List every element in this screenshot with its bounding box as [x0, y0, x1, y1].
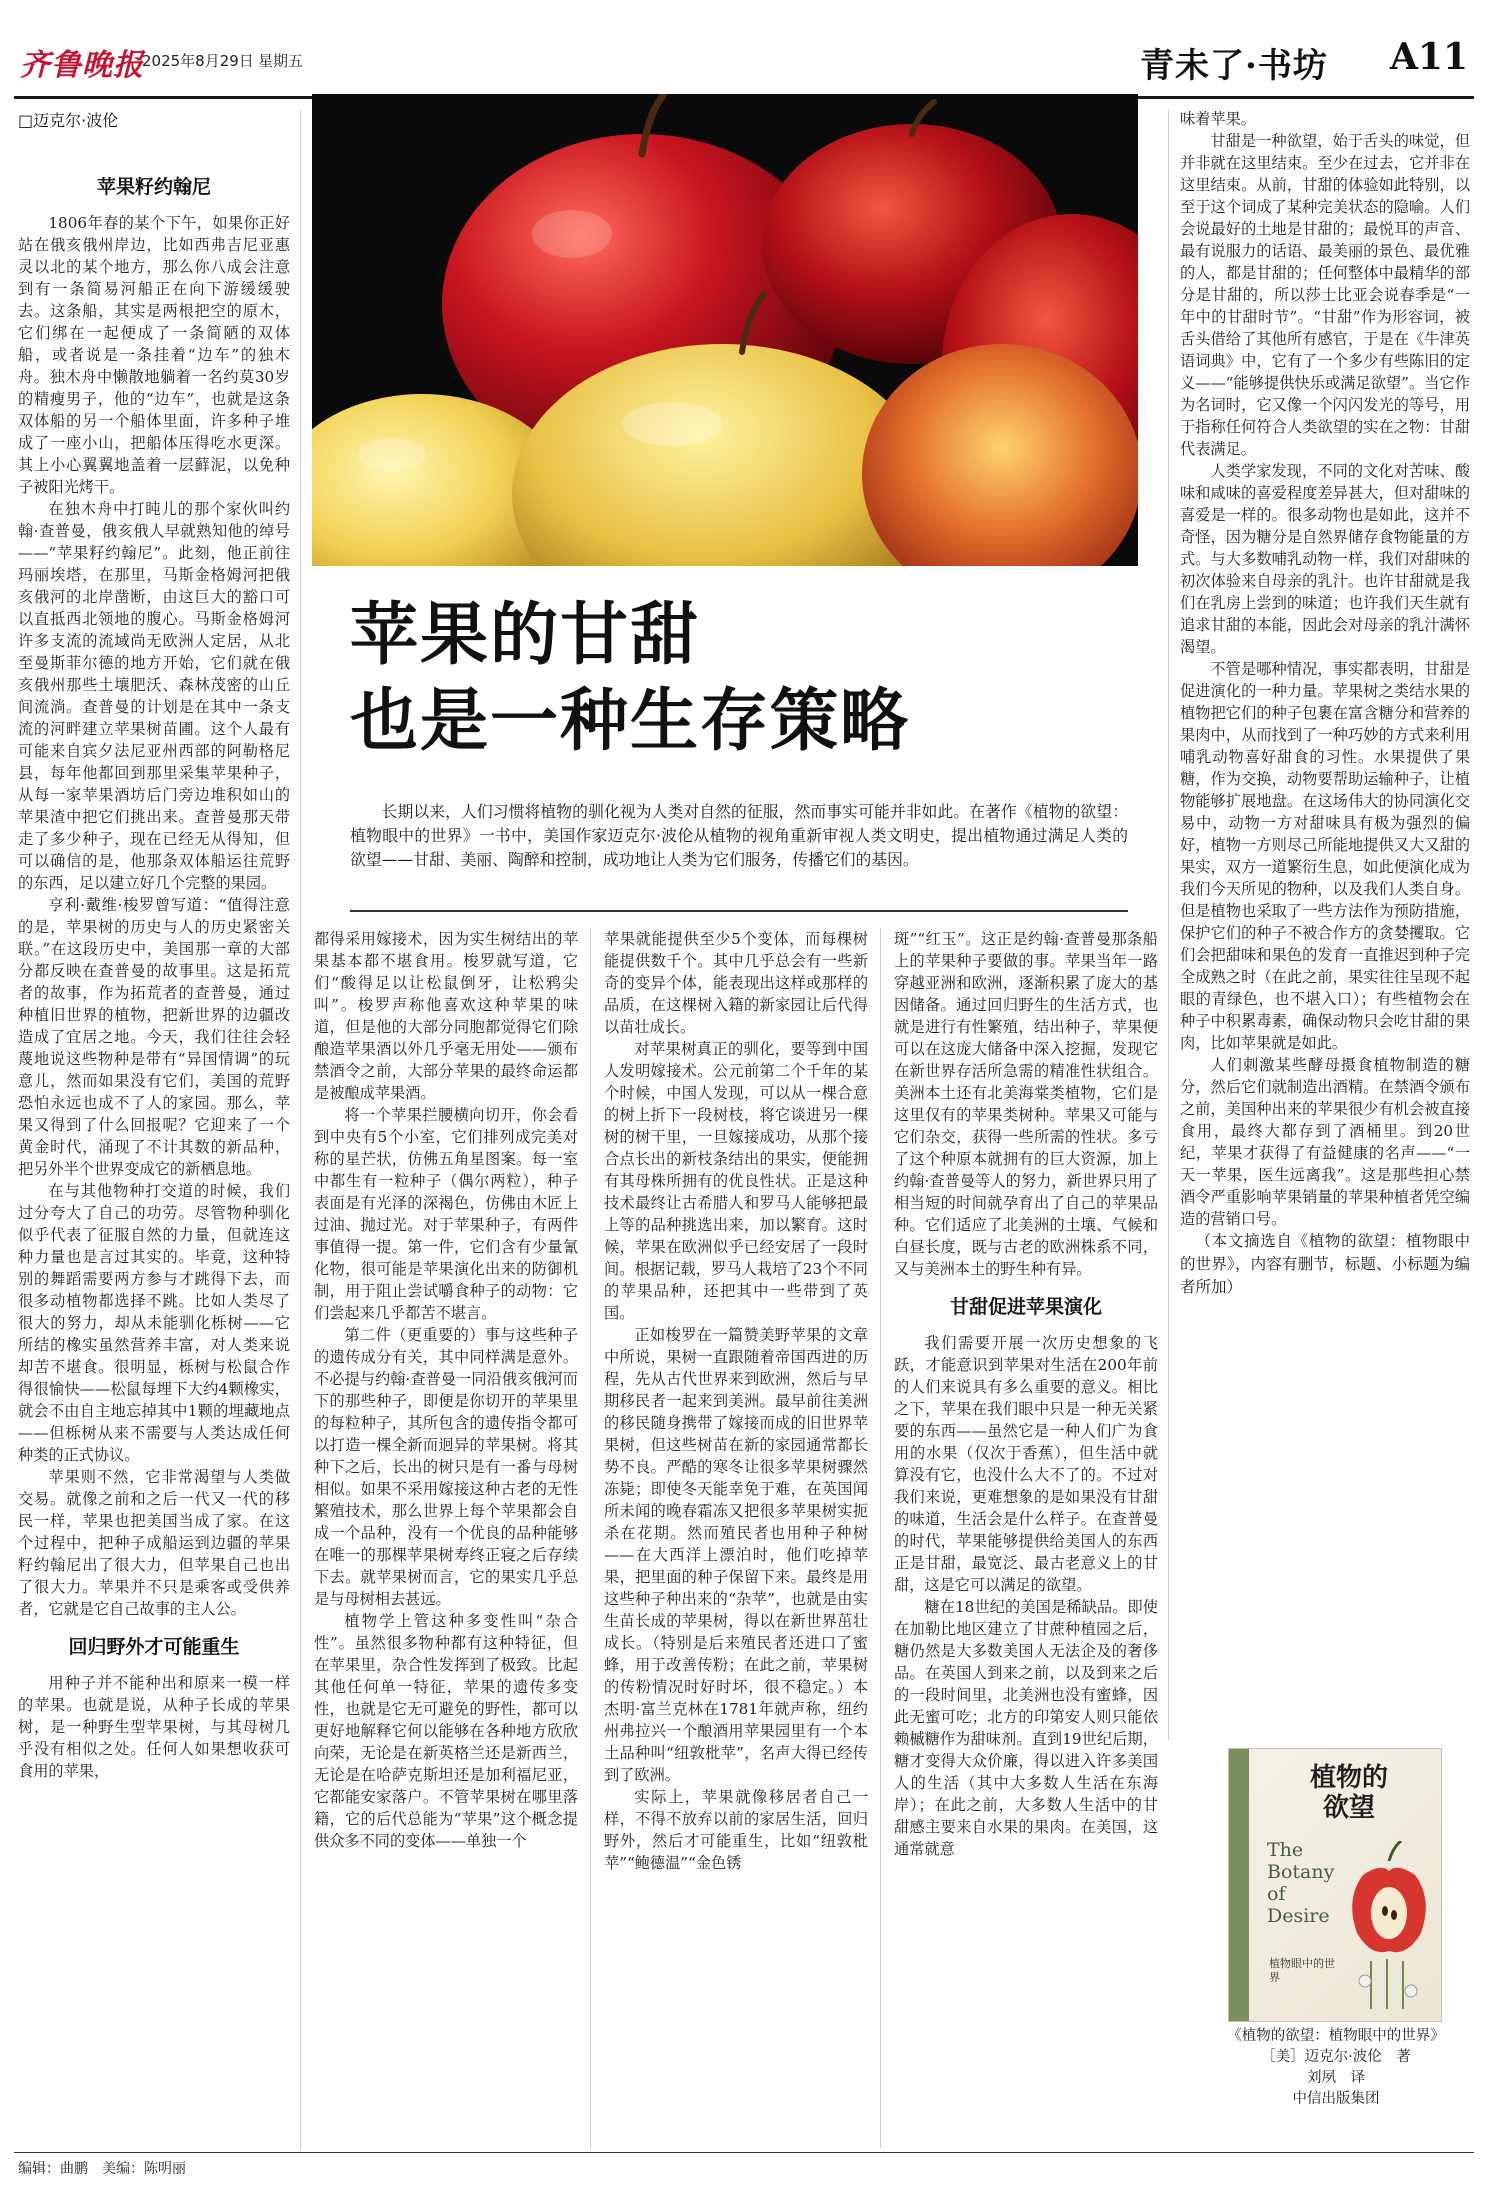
paragraph: 将一个苹果拦腰横向切开，你会看到中央有5个小室，它们排列成完美对称的星芒状，仿佛五角星图案。每一室中都生有一粒种子（偶尔两粒），种子表面是有光泽的深褐色，仿佛由木匠上过油、抛过光。对于苹果种子，有两件事值得一提。第一件，它们含有少量氰化物，很可能是苹果演化出来的防御机制，用于阻止尝试嚼食种子的动物：它们尝起来几乎都苦不堪言。: [314, 1106, 578, 1322]
paragraph: 我们需要开展一次历史想象的飞跃，才能意识到苹果对生活在200年前的人们来说具有多么重要的意义。相比之下，苹果在我们眼中只是一种无关紧要的东西——虽然它是一种人们广为食用的水果（仅次于香蕉），但生活中就算没有它，也没什么大不了的。不过对我们来说，更难想象的是如果没有甘甜的味道，生活会是什么样子。在查普曼的时代，苹果能够提供给美国人的东西正是甘甜，最宽泛、最古老意义上的甘甜，这是它可以满足的欲望。: [894, 1334, 1158, 1594]
footer-editor-credits: 编辑：曲鹏 美编：陈明丽: [18, 2161, 186, 2177]
book-cover-title-line-1: 植物的: [1309, 1763, 1388, 1793]
paragraph: 人们刺激某些酵母摄食植物制造的糖分，然后它们就制造出酒精。在禁酒令颁布之前，美国种出来的苹果很少有机会被直接食用，最终大都存到了酒桶里。到20世纪，苹果才获得了有益健康的名声——“一天一苹果，医生远离我”。这是那些担心禁酒令严重影响苹果销量的苹果种植者凭空编造的营销口号。: [1180, 1056, 1470, 1228]
paragraph: 对苹果树真正的驯化，要等到中国人发明嫁接术。公元前第二个千年的某个时候，中国人发现，可以从一棵合意的树上折下一段树枝，将它谈进另一棵树的树干里，一旦嫁接成功，从那个接合点长出的新枝条结出的果实，便能拥有其母株所拥有的优良性状。正是这种技术最终让古希腊人和罗马人能够把最上等的品种挑选出来，加以繁育。这时候，苹果在欧洲似乎已经安居了一段时间。根据记载，罗马人栽培了23个不同的苹果品种，还把其中一些带到了英国。: [604, 1040, 868, 1322]
book-cover-subtitle: 植物眼中的世界: [1269, 1957, 1335, 1984]
paragraph: 味着苹果。: [1180, 110, 1256, 128]
book-cover-english-title: The Botany of Desire: [1267, 1839, 1335, 1927]
apples-photo: [312, 94, 1138, 566]
book-cover-image: [1228, 1748, 1442, 2022]
article-column-5: [1180, 108, 1470, 1740]
paragraph: 甘甜是一种欲望，始于舌头的味觉，但并非就在这里结束。至少在过去，它并非在这里结束。从前，甘甜的体验如此特别，以至于这个词成了某种完美状态的隐喻。人们会说最好的土地是甘甜的；最悦耳的声音、最有说服力的话语、最美丽的景色、最优雅的人，都是甘甜的；任何整体中最精华的部分是甘甜的，所以莎士比亚会说春季是“一年中的甘甜时节”。“甘甜”作为形容词，被舌头借给了其他所有感官，于是在《牛津英语词典》中，它有了一个多少有些陈旧的定义——“能够提供快乐或满足欲望”。当它作为名词时，它又像一个闪闪发光的等号，用于指称任何符合人类欲望的实在之物：甘甜代表满足。: [1180, 132, 1470, 458]
issue-date: 2025年8月29日: [142, 52, 254, 70]
column-divider: [300, 110, 301, 2150]
book-cover-apple-icon: [1341, 1841, 1437, 2011]
article-column-3: [604, 928, 868, 2148]
issue-weekday: 星期五: [258, 52, 304, 70]
dek-divider: [350, 910, 1128, 912]
book-caption-publisher: 中信出版集团: [1292, 2091, 1380, 2107]
apples-illustration: [312, 94, 1138, 566]
page-number: A11: [1390, 36, 1469, 78]
book-cover-title-line-2: 欲望: [1322, 1793, 1375, 1823]
book-caption: [1188, 2026, 1484, 2110]
paragraph: 正如梭罗在一篇赞美野苹果的文章中所说，果树一直跟随着帝国西进的历程，先从古代世界来到欧洲，然后与早期移民者一起来到美洲。最早前往美洲的移民随身携带了嫁接而成的旧世界苹果树，但这些树苗在新的家园通常都长势不良。严酷的寒冬让很多苹果树骤然冻毙；即使冬天能幸免于难，在英国闻所未闻的晚春霜冻又把很多苹果树实扼杀在花期。然而殖民者也用种子种树——在大西洋上漂泊时，他们吃掉苹果，把里面的种子保留下来。最终是用这些种子种出来的“杂苹”，也就是由实生苗长成的苹果树，得以在新世界茁壮成长。（特别是后来殖民者还进口了蜜蜂，用于改善传粉；在此之前，苹果树的传粉情况时好时坏，很不稳定。）本杰明·富兰克林在1781年就声称，纽约州弗拉兴一个酿酒用苹果园里有一个本土品种叫“纽敦枇苹”，名声大得已经传到了欧洲。: [604, 1326, 868, 1784]
book-caption-translator: 刘夙 译: [1307, 2070, 1365, 2086]
paragraph: 苹果则不然，它非常渴望与人类做交易。就像之前和之后一代又一代的移民一样，苹果也把美国当成了家。在这个过程中，把种子成船运到边疆的苹果籽约翰尼出了很大力，但苹果自己也出了很大力。苹果并不只是乘客或受供养者，它就是它自己故事的主人公。: [18, 1468, 290, 1618]
section-name: 青未了·书坊: [1140, 46, 1328, 86]
book-caption-title: 《植物的欲望：植物眼中的世界》: [1227, 2028, 1445, 2044]
column-divider: [1168, 110, 1169, 1740]
paragraph: 在与其他物种打交道的时候，我们过分夸大了自己的功劳。尽管物种驯化似乎代表了征服自然的力量，但就连这种力量也是言过其实的。毕竟，这种特别的舞蹈需要两方参与才跳得下去，而很多动植物都选择不跳。比如人类尽了很大的努力，却从未能驯化栎树——它所结的橡实虽然营养丰富，对人类来说却苦不堪食。很明显，栎树与松鼠合作得很愉快——松鼠每埋下大约4颗橡实，就会不由自主地忘掉其中1颗的埋藏地点——但栎树从来不需要与人类达成任何种类的正式协议。: [18, 1182, 290, 1464]
paragraph: 亨利·戴维·梭罗曾写道：“值得注意的是，苹果树的历史与人的历史紧密关联。”在这段历史中，美国那一章的大部分都反映在查普曼的故事里。这是拓荒者的故事，作为拓荒者的查普曼，通过种植旧世界的植物，把新世界的边疆改造成了宜居之地。今天，我们往往会轻蔑地说这些物种是带有“异国情调”的玩意儿，然而如果没有它们，美国的荒野恐怕永远也成不了人的家园。那么，苹果又得到了什么回报呢？它迎来了一个黄金时代，涌现了不计其数的新品种，把另外半个世界变成它的新栖息地。: [18, 896, 290, 1178]
article-column-1: [18, 160, 290, 2150]
paragraph: 都得采用嫁接术，因为实生树结出的苹果基本都不堪食用。梭罗就写道，它们“酸得足以让松鼠倒牙，让松鸦尖叫”。梭罗声称他喜欢这种苹果的味道，但是他的大部分同胞都觉得它们除酿造苹果酒以外几乎毫无用处——颁布禁酒令之前，大部分苹果的最终命运都是被酿成苹果酒。: [314, 930, 578, 1102]
headline-line-1: 苹果的甘甜: [350, 595, 701, 675]
paragraph: 苹果就能提供至少5个变体，而每棵树能提供数千个。其中几乎总会有一些新奇的变异个体，能表现出这样或那样的品质，在这棵树入籍的新家园让后代得以苗壮成长。: [604, 930, 868, 1036]
excerpt-note: （本文摘选自《植物的欲望：植物眼中的世界》，内容有删节，标题、小标题为编者所加）: [1180, 1232, 1470, 1296]
author-byline: □迈克尔·波伦: [18, 111, 119, 130]
paragraph: 1806年春的某个下午，如果你正好站在俄亥俄州岸边，比如西弗吉尼亚惠灵以北的某个地方，那么你八成会注意到有一条简易河船正在向下游缓缓驶去。这条船，其实是两根把空的原木，它们绑在一起便成了一条简陋的双体船，或者说是一条挂着“边车”的独木舟。独木舟中懒散地躺着一名约莫30岁的精瘦男子，他的“边车”，也就是这条双体船的另一个船体里面，许多种子堆成了一座小山，把船体压得吃水更深。其上小心翼翼地盖着一层藓泥，以免种子被阳光烤干。: [18, 214, 290, 496]
book-cover-title: [1259, 1763, 1439, 1823]
paragraph: 第二件（更重要的）事与这些种子的遗传成分有关，其中同样满是意外。不必提与约翰·查普曼一同沿俄亥俄河而下的那些种子，即便是你切开的苹果里的每粒种子，其所包含的遗传指令都可以打造一棵全新而迥异的苹果树。将其种下之后，长出的树只是有一番与母树相似。如果不采用嫁接这种古老的无性繁殖技术，那么世界上每个苹果都会自成一个品种，没有一个优良的品种能够在唯一的那棵苹果树寿终正寝之后存续下去。就苹果树而言，它的果实几乎总是与母树相去甚远。: [314, 1326, 578, 1608]
paragraph: 在独木舟中打盹儿的那个家伙叫约翰·查普曼，俄亥俄人早就熟知他的绰号——“苹果籽约翰尼”。此刻，他正前往玛丽埃塔，在那里，马斯金格姆河把俄亥俄河的北岸凿断，由这巨大的豁口可以直抵西北领地的腹心。马斯金格姆河许多支流的流域尚无欧洲人定居，从北至曼斯菲尔德的地方开始，它们就在俄亥俄州那些土壤肥沃、森林茂密的山丘间流淌。查普曼的计划是在其中一条支流的河畔建立苹果树苗圃。这个人最有可能来自宾夕法尼亚州西部的阿勒格尼县，每年他都回到那里采集苹果种子，从每一家苹果酒坊后门旁边堆积如山的苹果渣中把它们挑出来。查普曼那天带走了多少种子，现在已经无从得知，但可以确信的是，他那条双体船运往荒野的东西，足以建立好几个完整的果园。: [18, 500, 290, 892]
headline-line-2: 也是一种生存策略: [350, 681, 911, 761]
paragraph: 糖在18世纪的美国是稀缺品。即使在加勒比地区建立了甘蔗种植园之后，糖仍然是大多数美国人无法企及的奢侈品。在英国人到来之前，以及到来之后的一段时间里，北美洲也没有蜜蜂，因此无蜜可吃；北方的印第安人则只能依赖槭糖作为甜味剂。直到19世纪后期，糖才变得大众价廉，得以进入许多美国人的生活（其中大多数人生活在东海岸）；在此之前，大多数人生活中的甘甜感主要来自水果的果肉。在美国，这通常就意: [894, 1598, 1158, 1858]
column-divider: [590, 928, 591, 2148]
book-spine: [1229, 1749, 1249, 2022]
column-divider: [880, 928, 881, 2148]
subheading-johnny-appleseed: 苹果籽约翰尼: [96, 176, 211, 198]
paragraph: 植物学上管这种多变性叫“杂合性”。虽然很多物种都有这种特征，但在苹果里，杂合性发挥到了极致。比起其他任何单一特征，苹果的遗传多变性，也就是它无可避免的野性，都可以更好地解释它何以能够在各种地方欣欣向荣，无论是在新英格兰还是新西兰，无论是在哈萨克斯坦还是加利福尼亚，它都能安家落户。不管苹果树在哪里落籍，它的后代总能为“苹果”这个概念提供众多不同的变体——单独一个: [314, 1612, 578, 1850]
footer-divider: [14, 2152, 1474, 2153]
article-headline: [350, 592, 1130, 764]
article-column-4: [894, 928, 1158, 2148]
article-dek: 长期以来，人们习惯将植物的驯化视为人类对自然的征服，然而事实可能并非如此。在著作《植物的欲望：植物眼中的世界》一书中，美国作家迈克尔·波伦从植物的视角重新审视人类文明史，提出植物通过满足人类的欲望——甘甜、美丽、陶醉和控制，成功地让人类为它们服务，传播它们的基因。: [350, 802, 1128, 869]
subheading-return-to-wild: 回归野外才可能重生: [68, 1636, 240, 1658]
masthead-logo: 齐鲁晚报: [20, 48, 144, 83]
article-column-2: [314, 928, 578, 2148]
page-header: [0, 0, 1488, 96]
paragraph: 用种子并不能种出和原来一模一样的苹果。也就是说，从种子长成的苹果树，是一种野生型苹果树，与其母树几乎没有相似之处。任何人如果想收获可食用的苹果，: [18, 1674, 290, 1780]
subheading-sweetness-evolution: 甘甜促进苹果演化: [949, 1296, 1102, 1318]
paragraph: 斑”“红玉”。这正是约翰·查普曼那条船上的苹果种子要做的事。苹果当年一路穿越亚洲和欧洲，逐渐积累了庞大的基因储备。通过回归野生的生活方式，也就是进行有性繁殖，结出种子，苹果便可以在这庞大储备中深入挖掘，发现它在新世界存活所急需的精准性状组合。美洲本土还有北美海棠类植物，它们是这里仅有的苹果类树种。苹果又可能与它们杂交，获得一些所需的性状。多亏了这个种原本就拥有的巨大资源，加上约翰·查普曼等人的努力，新世界只用了相当短的时间就孕育出了自己的苹果品种。它们适应了北美洲的土壤、气候和白昼长度，既与古老的欧洲株系不同，又与美洲本土的野生种有异。: [894, 930, 1158, 1278]
book-caption-author: ［美］迈克尔·波伦 著: [1261, 2049, 1411, 2065]
paragraph: 人类学家发现，不同的文化对苦味、酸味和咸味的喜爱程度差异甚大，但对甜味的喜爱是一样的。很多动物也是如此，这并不奇怪，因为糖分是自然界储存食物能量的方式。与大多数哺乳动物一样，我们对甜味的初次体验来自母亲的乳汁。也许甘甜就是我们在乳房上尝到的味道；也许我们天生就有追求甘甜的本能，因此会对母亲的乳汁满怀渴望。: [1180, 462, 1470, 656]
paragraph: 实际上，苹果就像移居者自己一样，不得不放弃以前的家居生活，回归野外，然后才可能重生，比如“纽敦枇苹”“鲍德温”“金色锈: [604, 1788, 868, 1872]
paragraph: 不管是哪种情况，事实都表明，甘甜是促进演化的一种力量。苹果树之类结水果的植物把它们的种子包裹在富含糖分和营养的果肉中，从而找到了一种巧妙的方式来利用哺乳动物喜好甜食的习性。水果提供了果糖，作为交换，动物要帮助运输种子，让植物能够扩展地盘。在这场伟大的协同演化交易中，动物一方对甜味具有极为强烈的偏好，植物一方则尽己所能地提供又大又甜的果实，双方一道繁衍生息，如此便演化成为我们今天所见的物种，以及我们人类自身。但是植物也采取了一些方法作为预防措施，保护它们的种子不被合作方的贪婪攫取。它们会把甜味和果色的发育一直推迟到种子完全成熟之时（在此之前，果实往往呈现不起眼的青绿色，也不堪入口）；有些植物会在种子中积累毒素，确保动物只会吃甘甜的果肉，比如苹果就是如此。: [1180, 660, 1470, 1052]
